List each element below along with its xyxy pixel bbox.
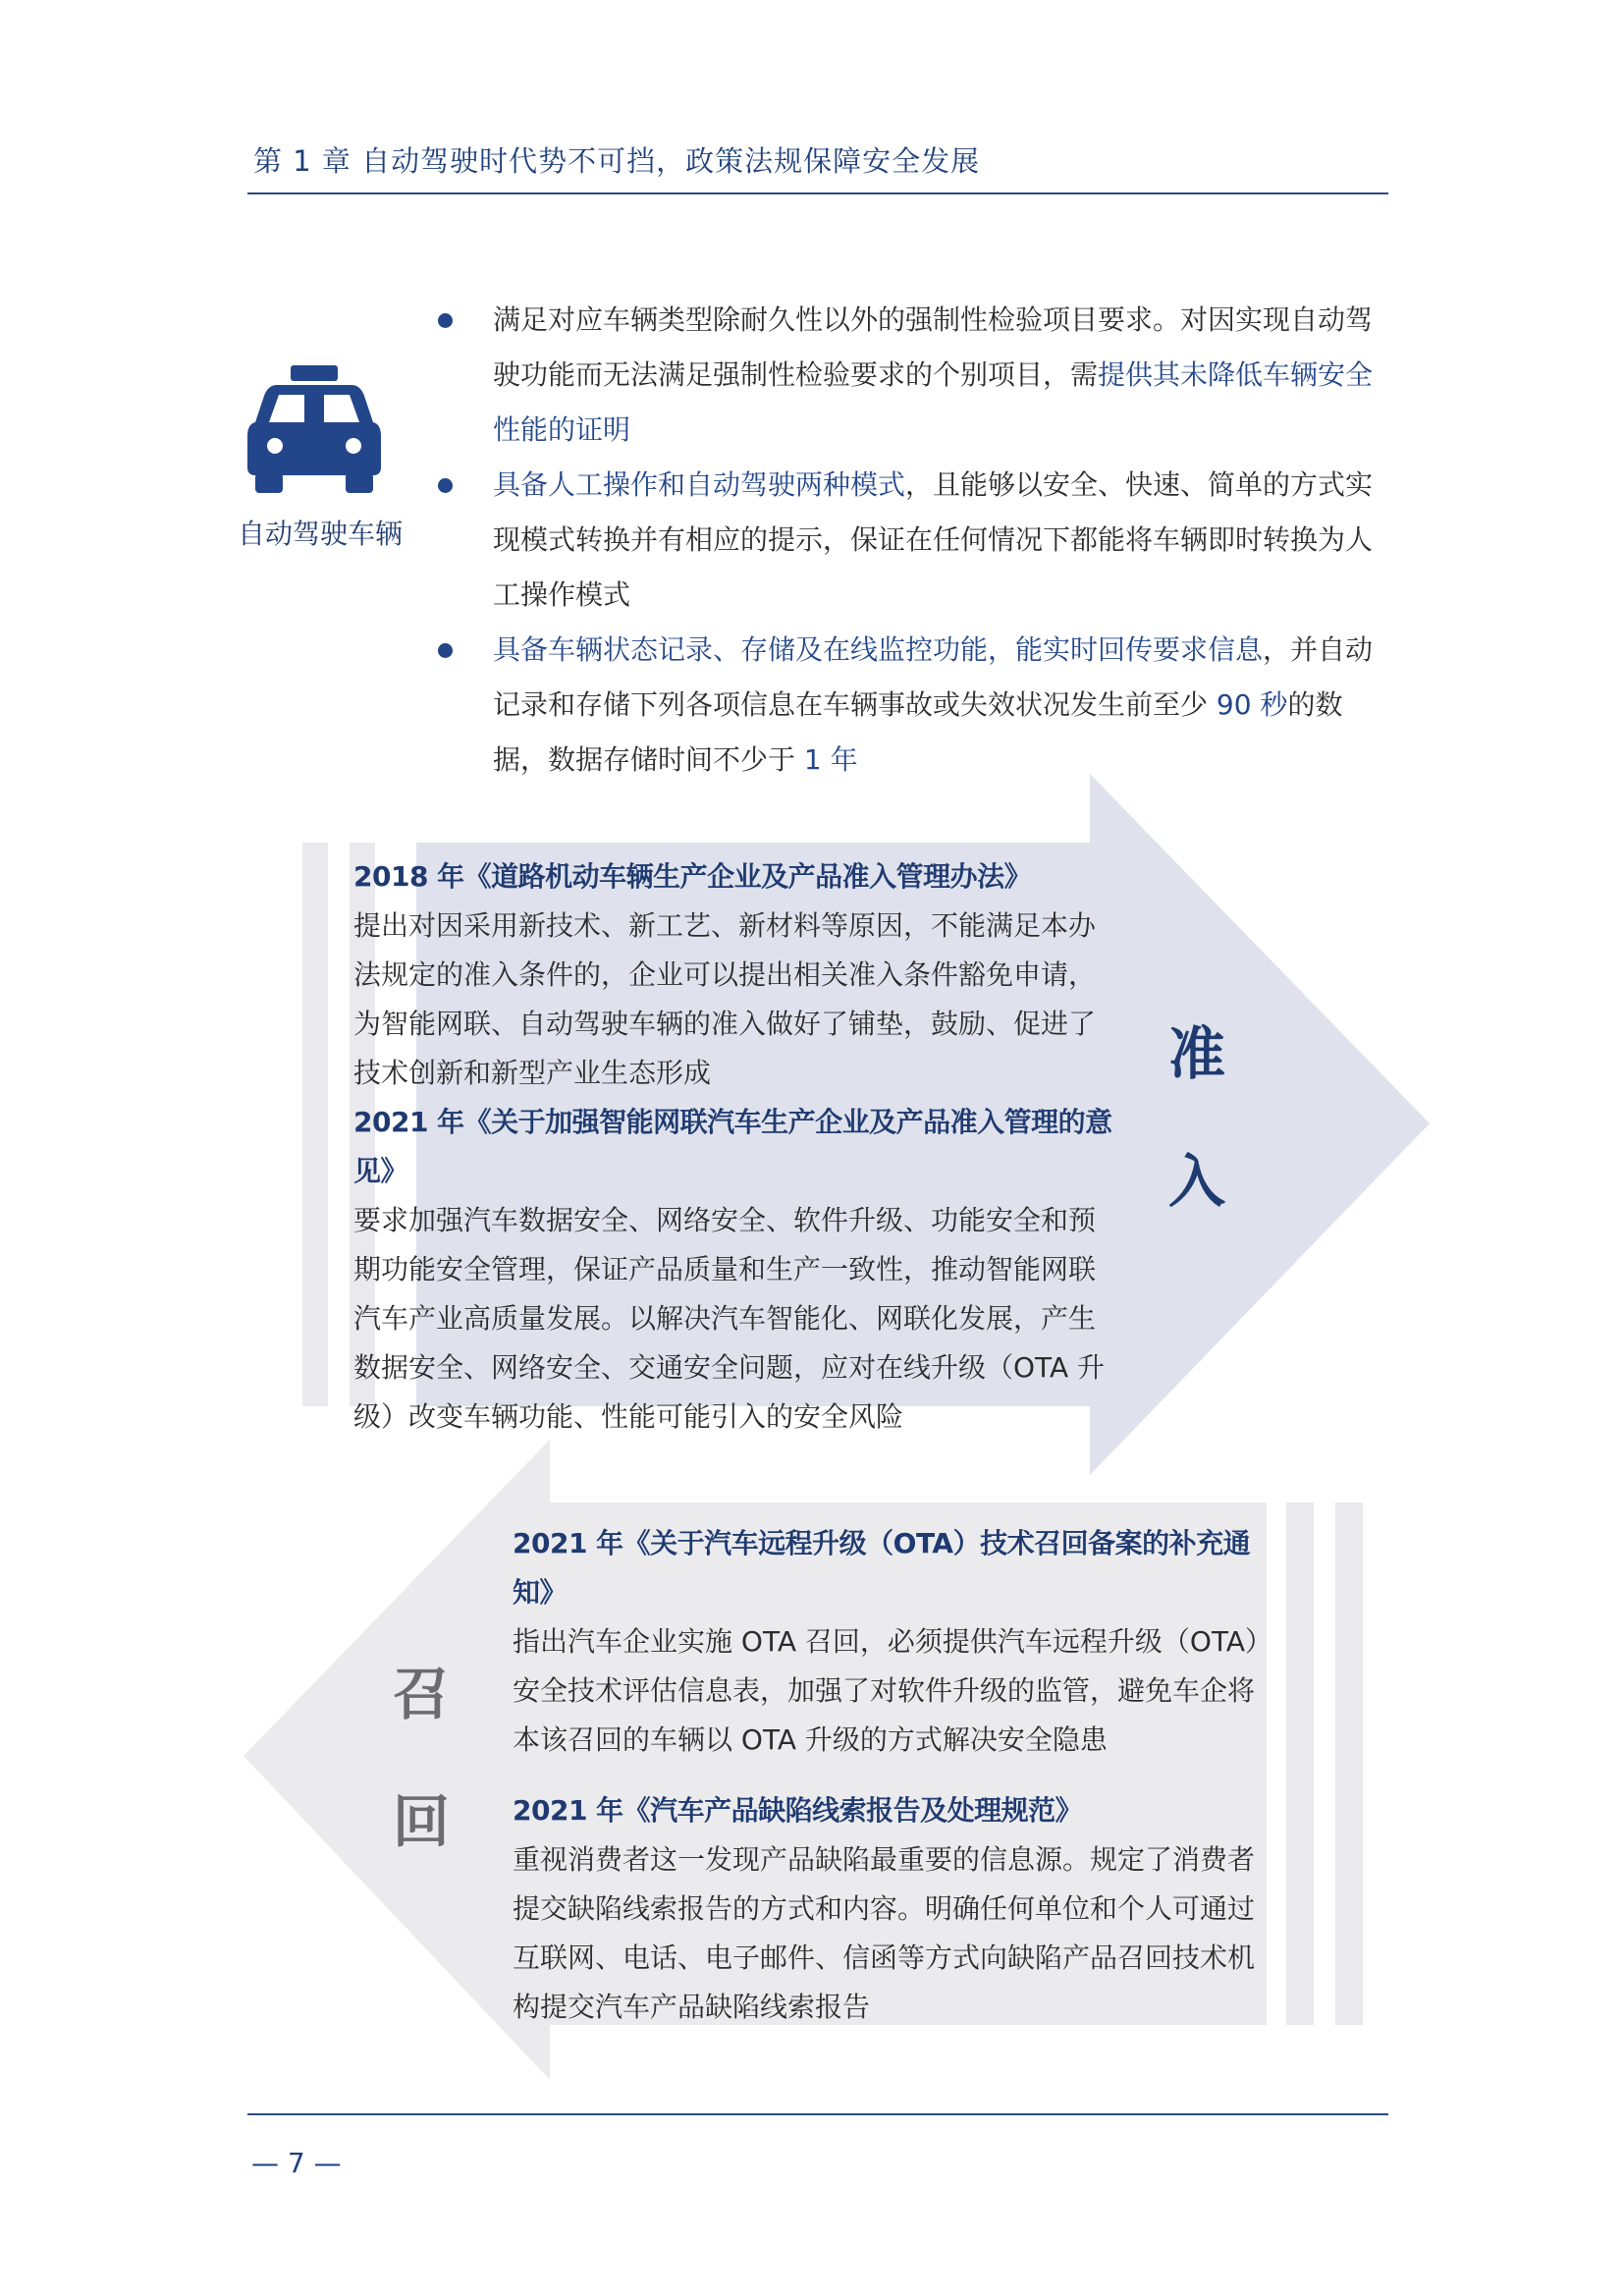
recall-item-title: 2021 年《汽车产品缺陷线索报告及处理规范》 xyxy=(513,1794,1083,1827)
requirement-highlight: 提供其未降低车辆安全性能的证明 xyxy=(493,358,1374,446)
requirement-highlight: 具备人工操作和自动驾驶两种模式 xyxy=(493,468,906,501)
vehicle-label: 自动驾驶车辆 xyxy=(237,518,403,550)
access-item-body: 要求加强汽车数据安全、网络安全、软件升级、功能安全和预期功能安全管理，保证产品质量和生产一致性，推动智能网联汽车产业高质量发展。以解决汽车智能化、网联化发展，产生数据安全、网络安全、交通安全问题，应对在线升级（OTA 升级）改变车辆功能、性能可能引入的安全风险 xyxy=(353,1204,1106,1433)
requirement-text: 的数据，数据存储时间不少于 xyxy=(493,688,1343,776)
page-number: — 7 — xyxy=(251,2147,342,2179)
requirement-highlight: 1 年 xyxy=(803,743,858,776)
recall-item-body: 重视消费者这一发现产品缺陷最重要的信息源。规定了消费者提交缺陷线索报告的方式和内容。明确任何单位和个人可通过互联网、电话、电子邮件、信函等方式向缺陷产品召回技术机构提交汽车产品缺陷线索报告 xyxy=(513,1843,1256,2023)
access-item-title: 2021 年《关于加强智能网联汽车生产企业及产品准入管理的意见》 xyxy=(353,1106,1112,1187)
recall-stripe xyxy=(1335,1503,1363,2025)
requirement-highlight: 具备车辆状态记录、存储及在线监控功能，能实时回传要求信息 xyxy=(493,633,1264,666)
recall-label-char: 召 xyxy=(393,1661,451,1727)
recall-stripe xyxy=(1286,1503,1314,2025)
recall-label-char: 回 xyxy=(393,1788,451,1855)
recall-item-title: 2021 年《关于汽车远程升级（OTA）技术召回备案的补充通知》 xyxy=(513,1527,1251,1609)
requirement-text: 满足对应车辆类型除耐久性以外的强制性检验项目要求。对因实现自动驾驶功能而无法满足强制性检验要求的个别项目，需 xyxy=(493,303,1374,391)
recall-item-body: 指出汽车企业实施 OTA 召回，必须提供汽车远程升级（OTA）安全技术评估信息表，加强了对软件升级的监管，避免车企将本该召回的车辆以 OTA 升级的方式解决安全隐患 xyxy=(513,1625,1260,1756)
footer-divider xyxy=(247,2113,1388,2115)
chapter-title: 第 1 章 自动驾驶时代势不可挡，政策法规保障安全发展 xyxy=(253,144,981,178)
access-label-char: 准 xyxy=(1168,1020,1226,1087)
requirement-text: ，且能够以安全、快速、简单的方式实现模式转换并有相应的提示，保证在任何情况下都能将车辆即时转换为人工操作模式 xyxy=(493,468,1374,611)
recall-label xyxy=(393,1661,451,1855)
recall-text xyxy=(513,1519,1269,2032)
requirement-text: ，并自动记录和存储下列各项信息在车辆事故或失效状况发生前至少 xyxy=(493,633,1374,721)
access-item-body: 提出对因采用新技术、新工艺、新材料等原因，不能满足本办法规定的准入条件的，企业可以提出相关准入条件豁免申请，为智能网联、自动驾驶车辆的准入做好了铺垫，鼓励、促进了技术创新和新型产业生态形成 xyxy=(353,909,1097,1089)
access-label-char: 入 xyxy=(1168,1148,1226,1215)
access-item-title: 2018 年《道路机动车辆生产企业及产品准入管理办法》 xyxy=(353,860,1032,893)
requirement-highlight: 90 秒 xyxy=(1216,688,1288,721)
